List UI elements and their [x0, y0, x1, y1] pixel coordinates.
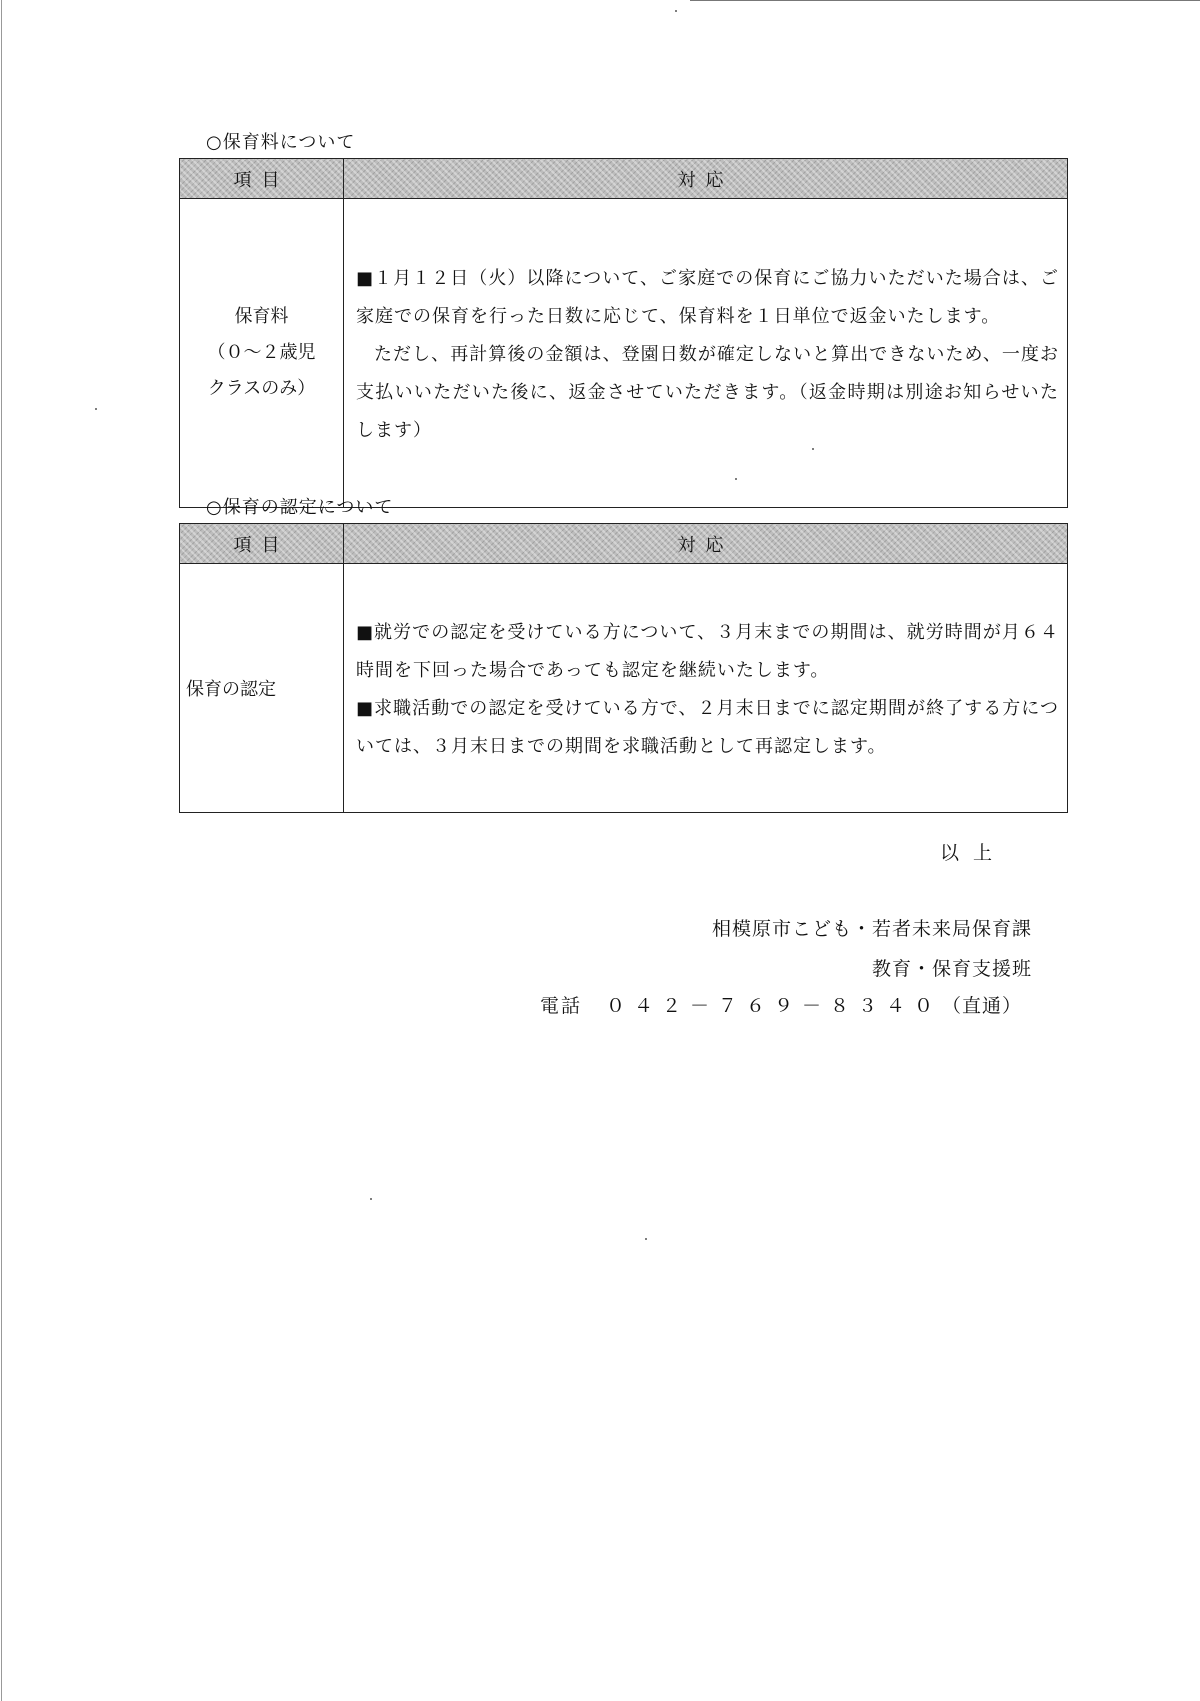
certification-table: [179, 523, 1068, 813]
item-cell: [180, 564, 344, 813]
scan-speck: [370, 1198, 372, 1200]
item-cell: [180, 199, 344, 508]
footer-phone: [540, 991, 1022, 1018]
response-paragraph: ただし、再計算後の金額は、登園日数が確定しないと算出できないため、一度お支払いいただいた後に、返金させていただきます。（返金時期は別途お知らせいたします）: [356, 344, 1059, 441]
column-header-response: 対応: [344, 159, 1068, 199]
column-header-item: 項目: [180, 524, 344, 564]
scan-speck: [645, 1238, 647, 1240]
scan-speck: [675, 10, 677, 12]
section-heading-fee: ○保育料について: [206, 132, 356, 153]
scan-speck: [812, 448, 814, 450]
scan-artifact-line: [690, 0, 1200, 1]
phone-number: ０４２－７６９－８３４０: [605, 995, 942, 1017]
scan-speck: [95, 408, 97, 410]
circle-outline-icon: ○: [206, 497, 223, 518]
table-row: [180, 564, 1068, 813]
scan-artifact-edge: [1, 0, 2, 1701]
section-heading-certification: ○保育の認定について: [206, 497, 394, 518]
footer-team: 教育・保育支援班: [871, 958, 1032, 980]
column-header-item: 項目: [180, 159, 344, 199]
phone-label: 電話: [539, 995, 582, 1017]
closing-mark: 以上: [940, 842, 1007, 864]
column-header-response: 対応: [344, 524, 1068, 564]
table-header-row: [180, 159, 1068, 199]
item-label-line: 保育料: [234, 306, 289, 327]
response-paragraph: ■求職活動での認定を受けている方で、２月末日までに認定期間が終了する方については、３月末日までの期間を求職活動として再認定します。: [356, 698, 1059, 757]
table-header-row: [180, 524, 1068, 564]
response-paragraph: ■１月１２日（火）以降について、ご家庭での保育にご協力いただいた場合は、ご家庭での保育を行った日数に応じて、保育料を１日単位で返金いたします。: [356, 268, 1059, 327]
item-label: 保育の認定: [186, 679, 276, 700]
response-cell: [344, 199, 1068, 508]
response-paragraph: ■就労での認定を受けている方について、３月末までの期間は、就労時間が月６４時間を下回った場合であっても認定を継続いたします。: [356, 622, 1059, 681]
circle-outline-icon: ○: [206, 132, 223, 153]
phone-note: （直通）: [941, 995, 1022, 1017]
table-row: [180, 199, 1068, 508]
footer-department: 相模原市こども・若者未来局保育課: [711, 918, 1032, 940]
scan-speck: [735, 478, 737, 480]
fee-table: [179, 158, 1068, 508]
item-label-line: （０～２歳児: [207, 342, 316, 363]
item-label-line: クラスのみ）: [207, 378, 316, 399]
response-cell: [344, 564, 1068, 813]
